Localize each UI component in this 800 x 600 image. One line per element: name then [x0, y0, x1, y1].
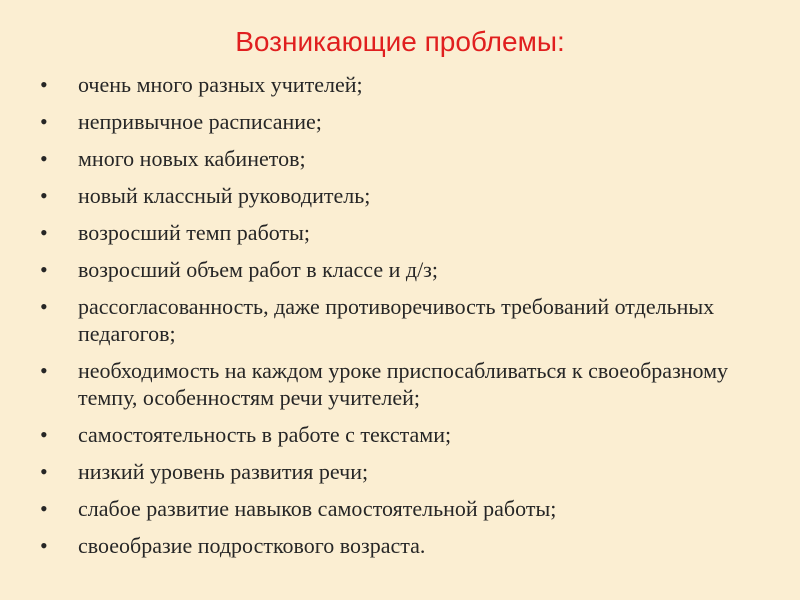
list-item — [38, 293, 783, 347]
list-item — [38, 495, 783, 522]
list-item-text: очень много разных учителей; — [78, 72, 363, 97]
list-item — [38, 108, 783, 135]
list-item-text: рассогласованность, даже противоречивость требований отдельных педагогов; — [78, 294, 715, 346]
list-item-text: необходимость на каждом уроке приспосабливаться к своеобразному темпу, особенностям речи учителей; — [78, 358, 729, 410]
slide-title: Возникающие проблемы: — [235, 26, 565, 57]
bullet-icon: • — [40, 533, 48, 558]
list-item — [38, 256, 783, 283]
bullet-icon: • — [40, 294, 48, 319]
list-item-text: возросший объем работ в классе и д/з; — [78, 257, 438, 282]
bullet-icon: • — [40, 459, 48, 484]
list-item-text: своеобразие подросткового возраста. — [78, 533, 426, 558]
bullet-icon: • — [40, 183, 48, 208]
list-item — [38, 145, 783, 172]
bullet-icon: • — [40, 257, 48, 282]
list-item-text: новый классный руководитель; — [78, 183, 371, 208]
list-item — [38, 421, 783, 448]
bullet-icon: • — [40, 422, 48, 447]
list-item — [38, 458, 783, 485]
list-item — [38, 357, 783, 411]
bullet-icon: • — [40, 220, 48, 245]
bullet-icon: • — [40, 146, 48, 171]
list-item — [38, 532, 783, 559]
list-item-text: непривычное расписание; — [78, 109, 322, 134]
list-item-text: много новых кабинетов; — [78, 146, 306, 171]
list-item — [38, 219, 783, 246]
bullet-icon: • — [40, 109, 48, 134]
list-item-text: самостоятельность в работе с текстами; — [78, 422, 452, 447]
list-item — [38, 182, 783, 209]
list-item-text: низкий уровень развития речи; — [78, 459, 369, 484]
bullet-icon: • — [40, 496, 48, 521]
list-item — [38, 71, 783, 98]
list-item-text: возросший темп работы; — [78, 220, 310, 245]
list-item-text: слабое развитие навыков самостоятельной работы; — [78, 496, 557, 521]
problems-list — [38, 71, 783, 569]
bullet-icon: • — [40, 358, 48, 383]
bullet-icon: • — [40, 72, 48, 97]
